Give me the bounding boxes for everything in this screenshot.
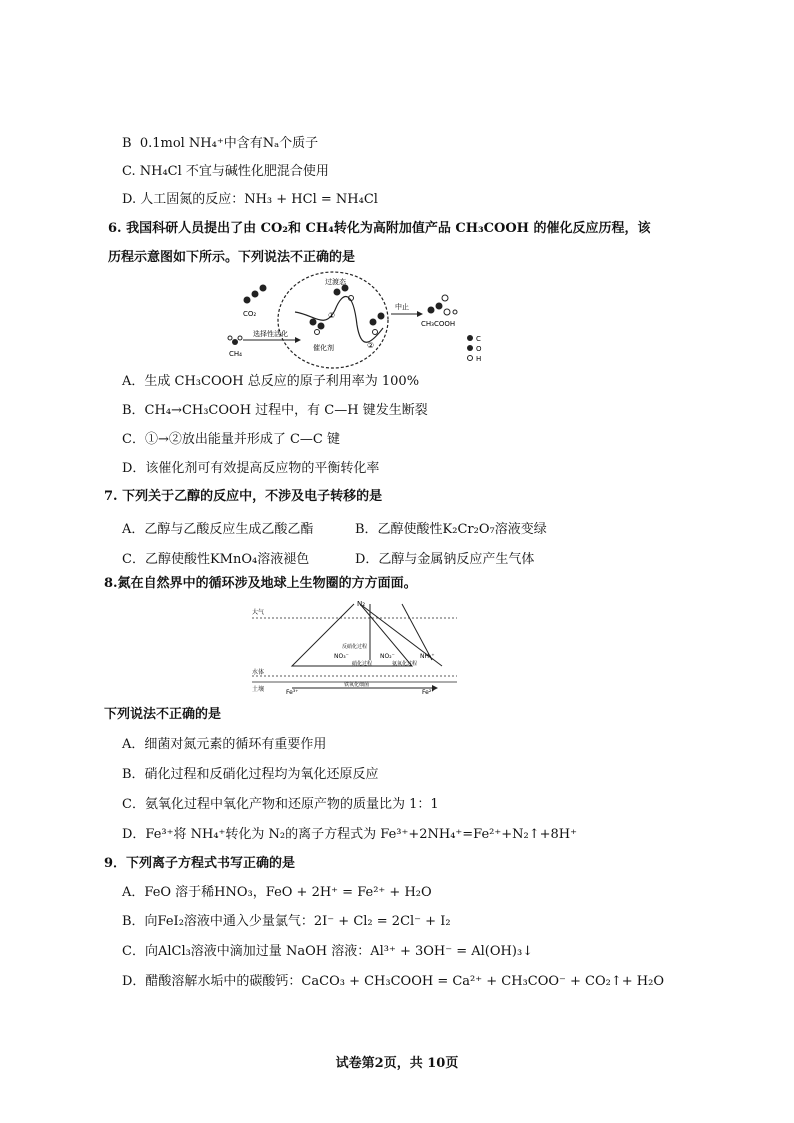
q8-sub-stem: 下列说法不正确的是 <box>104 707 222 722</box>
no3-node: NO₃⁻ <box>334 653 349 660</box>
q8-stem: 8.氮在自然界中的循环涉及地球上生物圈的方方面面。 <box>104 576 417 591</box>
q5-option-d: D. 人工固氮的反应：NH₃ + HCl = NH₄Cl <box>122 192 378 207</box>
ch3cooh-molecule <box>428 295 458 315</box>
q8-nitrogen-cycle-diagram <box>252 596 457 700</box>
no2-node: NO₂⁻ <box>380 653 395 660</box>
co2-label: CO₂ <box>243 310 257 318</box>
q7-option-c: C．乙醇使酸性KMnO₄溶液褪色 <box>122 552 310 567</box>
q8-option-c: C．氨氧化过程中氧化产物和还原产物的质量比为 1：1 <box>122 797 439 812</box>
ch4-label: CH₄ <box>229 350 242 358</box>
svg-text:C: C <box>476 335 481 343</box>
co2-molecule <box>244 285 267 304</box>
q9-option-c: C．向AlCl₃溶液中滴加过量 NaOH 溶液：Al³⁺ + 3OH⁻ = Al(OH)₃↓ <box>122 944 534 959</box>
denitrification-label: 反硝化过程 <box>342 644 368 650</box>
anammox-label: 氨氧化过程 <box>392 661 418 667</box>
atmosphere-label: 大气 <box>252 609 265 616</box>
q6-option-a: A．生成 CH₃COOH 总反应的原子利用率为 100% <box>122 374 420 389</box>
q6-option-b: B．CH₄→CH₃COOH 过程中，有 C—H 键发生断裂 <box>122 403 428 418</box>
nh4-node: NH₄⁺ <box>420 653 435 660</box>
fe3-node: Fe³⁺ <box>286 689 299 696</box>
q9-option-d: D．醋酸溶解水垢中的碳酸钙：CaCO₃ + CH₃COOH = Ca²⁺ + CH₃COO⁻ + CO₂↑+ H₂O <box>122 974 664 989</box>
q6-reaction-diagram <box>225 270 500 370</box>
select-activation-label: 选择性活化 <box>253 330 288 338</box>
intermediate-molecules <box>310 285 385 335</box>
q9-stem: 9．下列离子方程式书写正确的是 <box>104 856 296 871</box>
ch4-molecule <box>228 336 242 345</box>
q6-option-c: C．①→②放出能量并形成了 C—C 键 <box>122 432 340 447</box>
q7-option-b: B．乙醇使酸性K₂Cr₂O₇溶液变绿 <box>355 522 547 537</box>
q9-option-b: B．向FeI₂溶液中通入少量氯气：2I⁻ + Cl₂ = 2Cl⁻ + I₂ <box>122 914 451 929</box>
q8-option-d: D．Fe³⁺将 NH₄⁺转化为 N₂的离子方程式为 Fe³⁺+2NH₄⁺=Fe²⁺+N₂↑+8H⁺ <box>122 827 577 842</box>
step-2-label: ② <box>367 341 375 350</box>
svg-text:O: O <box>476 345 482 353</box>
water-label: 水体 <box>252 669 265 676</box>
q8-option-a: A．细菌对氮元素的循环有重要作用 <box>122 737 327 752</box>
q5-option-c: C. NH₄Cl 不宜与碱性化肥混合使用 <box>122 164 329 179</box>
q6-option-d: D．该催化剂可有效提高反应物的平衡转化率 <box>122 461 380 476</box>
q7-option-a: A．乙醇与乙酸反应生成乙酸乙酯 <box>122 522 314 537</box>
page-footer: 试卷第2页，共 10页 <box>335 1056 459 1071</box>
q7-option-d: D．乙醇与金属钠反应产生气体 <box>355 552 535 567</box>
q8-option-b: B．硝化过程和反硝化过程均为氧化还原反应 <box>122 767 379 782</box>
q9-option-a: A．FeO 溶于稀HNO₃，FeO + 2H⁺ = Fe²⁺ + H₂O <box>122 885 432 900</box>
energy-curve <box>295 296 383 342</box>
release-label: 中止 <box>395 303 409 311</box>
atom-legend <box>467 335 482 363</box>
q7-stem: 7. 下列关于乙醇的反应中，不涉及电子转移的是 <box>104 489 383 504</box>
n2-node: N₂ <box>357 600 366 608</box>
soil-label: 土壤 <box>252 686 265 693</box>
q6-stem-line2: 历程示意图如下所示。下列说法不正确的是 <box>108 250 356 265</box>
fe2-node: Fe²⁺ <box>422 689 435 696</box>
ch3cooh-label: CH₃COOH <box>421 320 456 328</box>
step-1-label: ① <box>328 311 336 320</box>
nitrification-label: 硝化过程 <box>352 661 373 667</box>
catalyst-label: 催化剂 <box>313 344 334 352</box>
svg-text:H: H <box>476 355 482 363</box>
fe-process-label: 铁氧化细菌 <box>344 682 370 688</box>
transition-state-label: 过渡态 <box>325 278 346 286</box>
q5-option-b: B 0.1mol NH₄⁺中含有Nₐ个质子 <box>122 136 319 151</box>
q6-stem-line1: 6. 我国科研人员提出了由 CO₂和 CH₄转化为高附加值产品 CH₃COOH 的催化反应历程，该 <box>108 221 651 236</box>
